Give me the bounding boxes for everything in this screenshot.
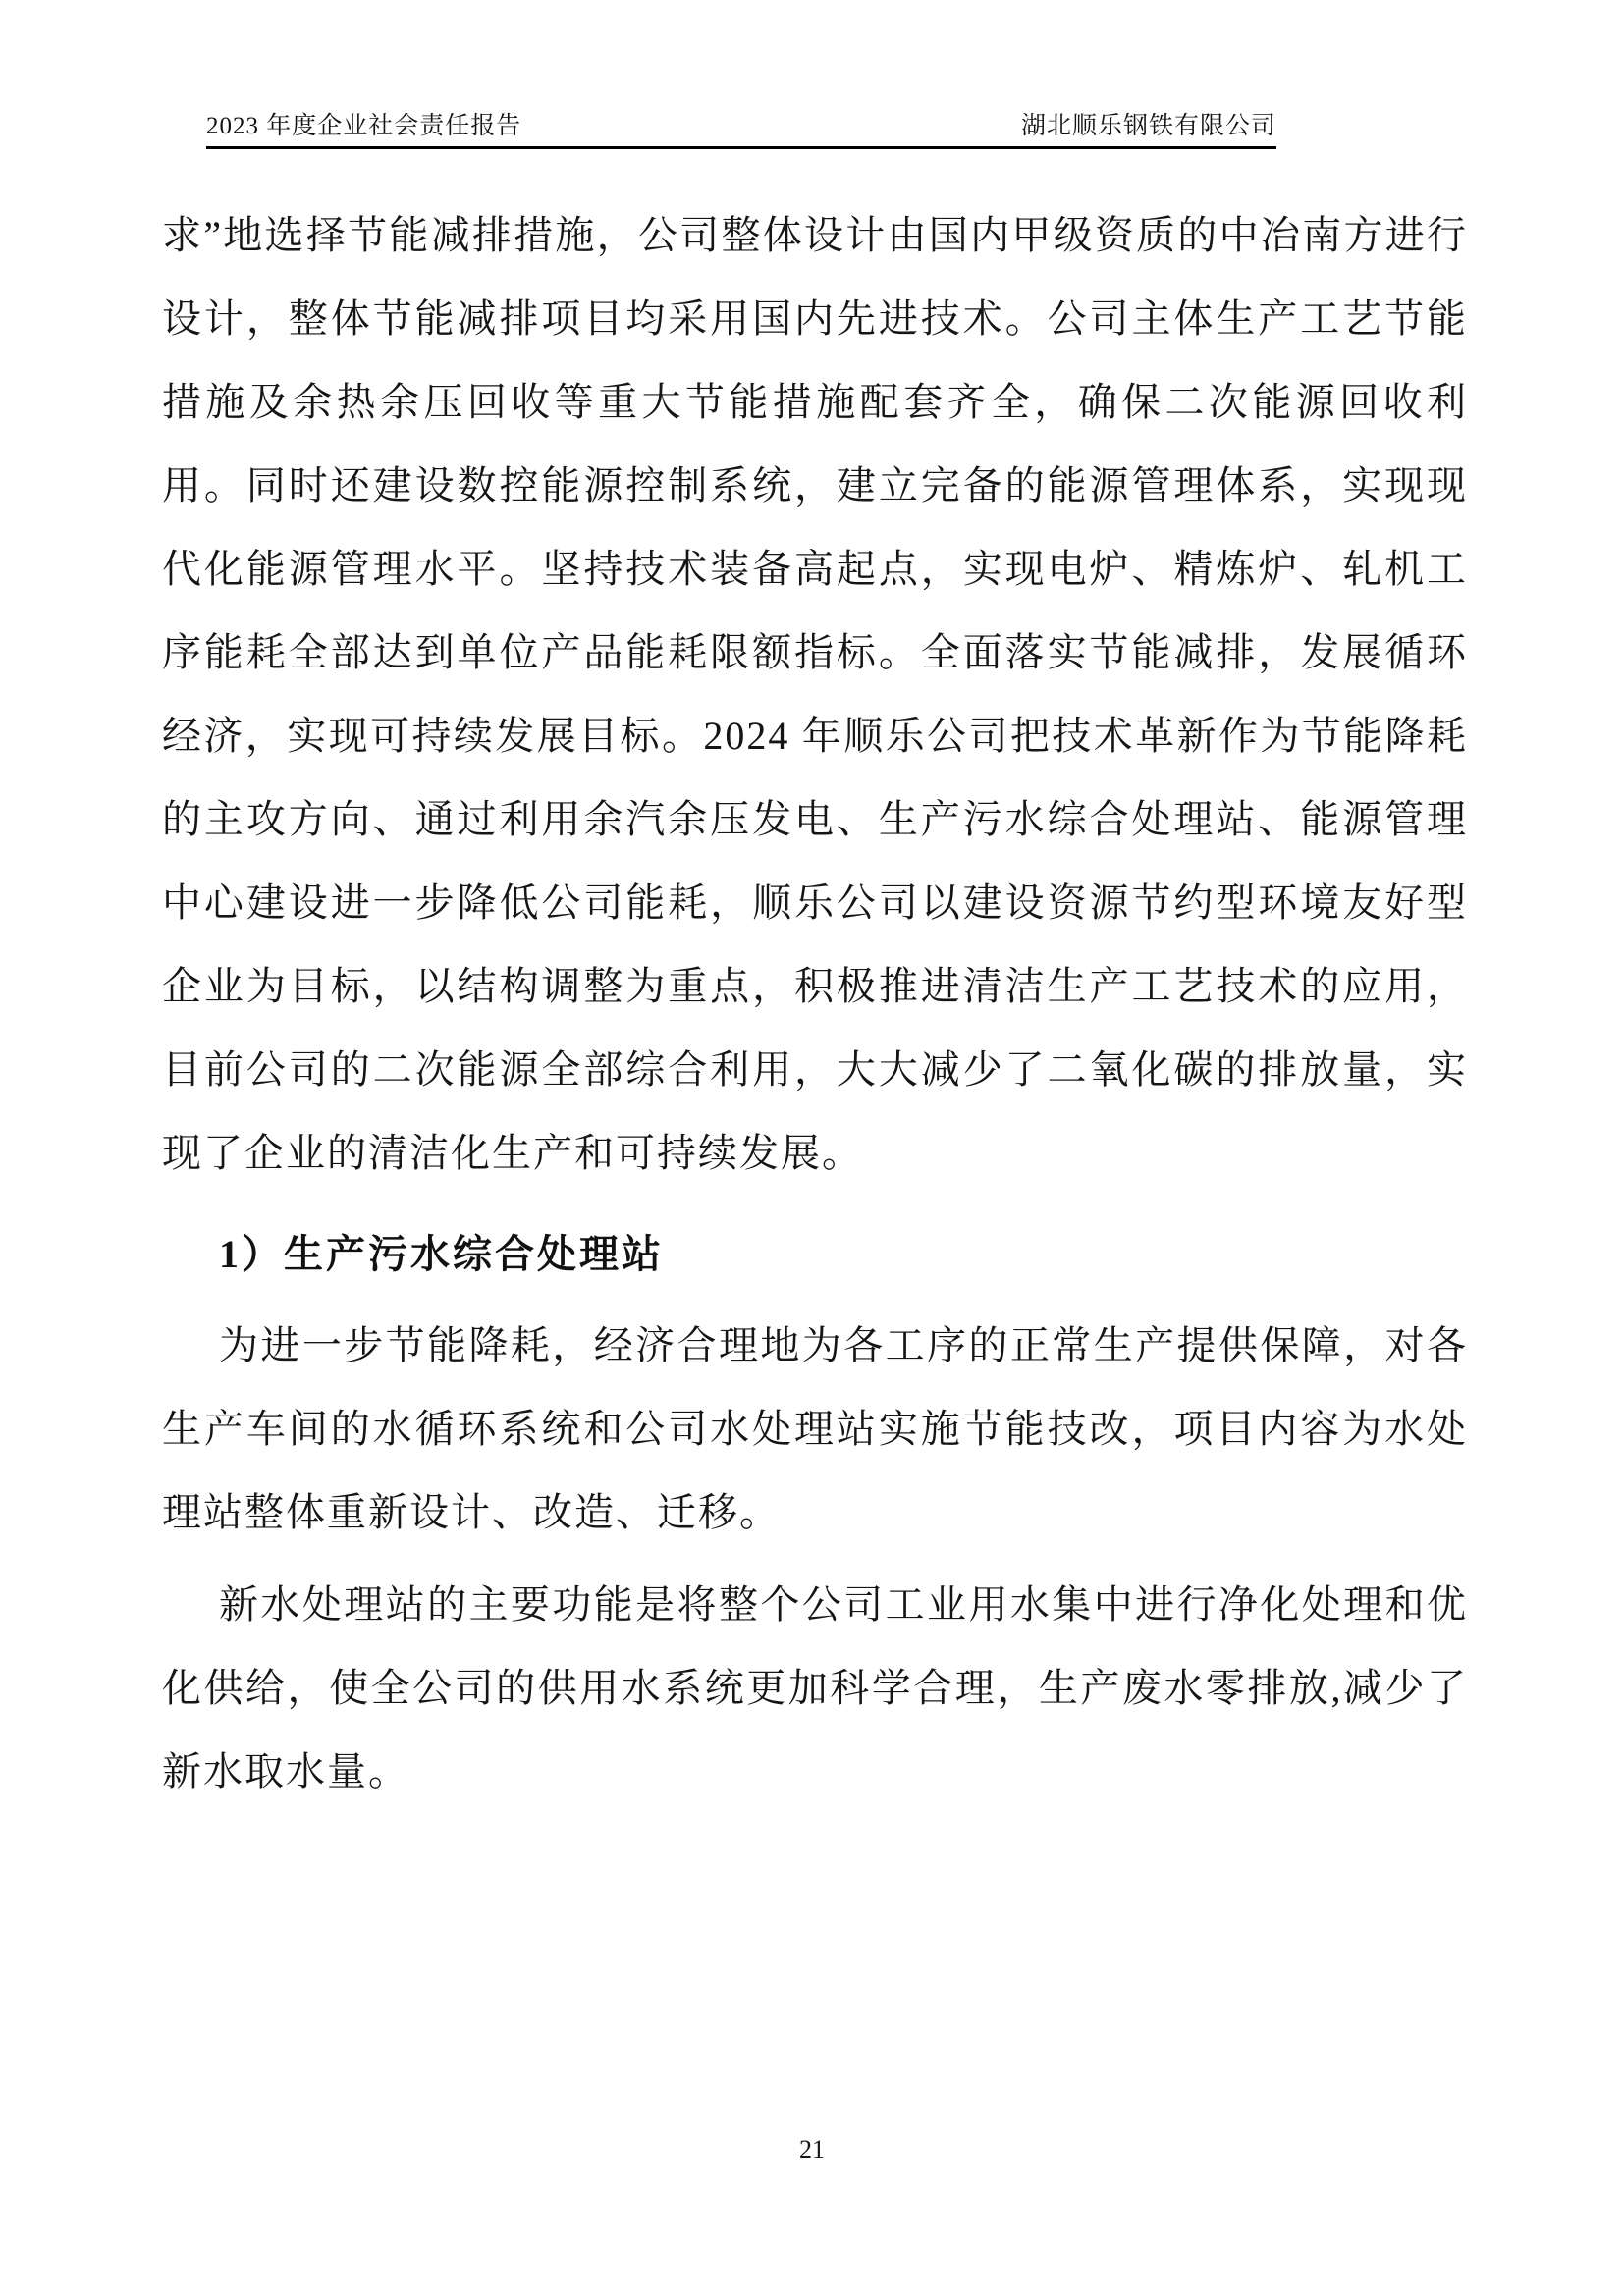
paragraph-energy-saving-overview: 求”地选择节能减排措施，公司整体设计由国内甲级资质的中冶南方进行设计，整体节能减排项目均采用国内先进技术。公司主体生产工艺节能措施及余热余压回收等重大节能措施配套齐全，确保二次能源回收利用。同时还建设数控能源控制系统，建立完备的能源管理体系，实现现代化能源管理水平。坚持技术装备高起点，实现电炉、精炼炉、轧机工序能耗全部达到单位产品能耗限额指标。全面落实节能减排，发展循环经济，实现可持续发展目标。2024 年顺乐公司把技术革新作为节能降耗的主攻方向、通过利用余汽余压发电、生产污水综合处理站、能源管理中心建设进一步降低公司能耗，顺乐公司以建设资源节约型环境友好型企业为目标，以结构调整为重点，积极推进清洁生产工艺技术的应用，目前公司的二次能源全部综合利用，大大减少了二氧化碳的排放量，实现了企业的清洁化生产和可持续发展。 [162,213,1468,1175]
page-number: 21 [799,2135,825,2163]
paragraph-water-system-retrofit: 为进一步节能降耗，经济合理地为各工序的正常生产提供保障，对各生产车间的水循环系统和公司水处理站实施节能技改，项目内容为水处理站整体重新设计、改造、迁移。 [162,1323,1468,1534]
section-heading-sewage-treatment-station: 1）生产污水综合处理站 [219,1232,664,1276]
header-company-name: 湖北顺乐钢铁有限公司 [1020,113,1276,139]
header-report-title: 2023 年度企业社会责任报告 [206,113,522,139]
page-header [206,106,1276,149]
paragraph-new-water-station-function: 新水处理站的主要功能是将整个公司工业用水集中进行净化处理和优化供给，使全公司的供用水系统更加科学合理，生产废水零排放,减少了新水取水量。 [162,1582,1468,1793]
